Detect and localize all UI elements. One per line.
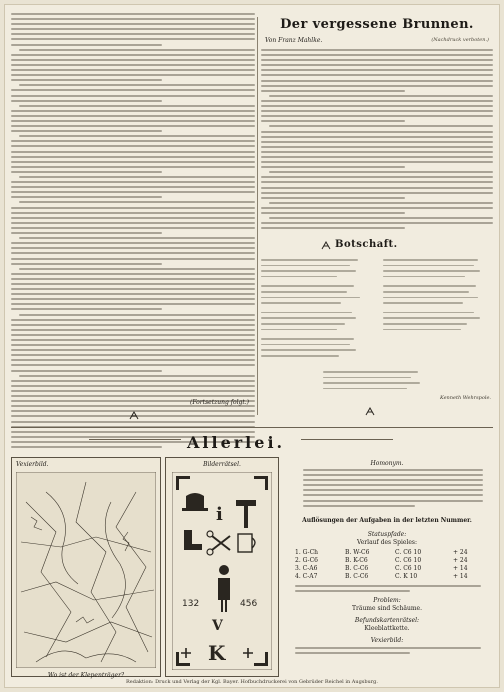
imprint-footer: Redaktion: Druck und Verlag der Kgl. Bayer. Hofbuchdruckerei von Gebrüder Reichel in Augsburg. xyxy=(126,679,378,685)
statue-subtitle: Verlauf des Spieles: xyxy=(356,539,418,546)
answer-row-2-c: C. C6 10 xyxy=(395,557,422,564)
story-continued-column xyxy=(11,13,255,423)
story-author: Von Franz Mahlke. xyxy=(265,37,323,44)
answer-row-2-a: 2. G-C6 xyxy=(295,557,318,564)
title-flourish-right xyxy=(301,439,393,440)
homonym-answers-panel xyxy=(283,457,491,675)
problem-label: Problem: xyxy=(373,597,401,604)
bilderraetsel-label: Bilderrätsel. xyxy=(203,461,241,468)
column-divider xyxy=(257,17,258,415)
answer-row-1-a: 1. G-Ch xyxy=(295,549,319,556)
allerlei-section xyxy=(11,427,493,683)
svg-text:456: 456 xyxy=(240,599,258,609)
bilderraetsel-panel xyxy=(165,457,279,677)
poem-left-stanzas xyxy=(261,259,369,361)
story-continued-text xyxy=(11,13,255,451)
poem-closing-stanza xyxy=(323,371,433,393)
answer-row-3-b: B. C-C6 xyxy=(345,565,369,572)
answer-row-3-d: + 14 xyxy=(453,565,468,572)
svg-text:i: i xyxy=(216,504,223,525)
answer-row-1-d: + 24 xyxy=(453,549,468,556)
vexierbild-label: Vexierbild. xyxy=(16,461,49,468)
vexierbild-caption: Wo ist der Klepenträger? xyxy=(47,672,125,679)
vexierbild-panel xyxy=(11,457,161,677)
answers-heading: Auflösungen der Aufgaben in der letzten Nummer. xyxy=(302,517,472,524)
svg-text:V: V xyxy=(212,618,223,634)
answer-row-1-b: B. W-C6 xyxy=(345,549,370,556)
section-rule xyxy=(11,427,493,428)
story-right-text xyxy=(261,49,493,232)
poem-author: Kenneth Wehrspole. xyxy=(439,395,491,401)
newspaper-page xyxy=(5,5,499,687)
section-ornament-icon xyxy=(321,241,331,250)
befund-label: Befundskartenrätsel: xyxy=(354,617,420,624)
answer-row-1-c: C. C6 10 xyxy=(395,549,422,556)
answer-row-4-a: 4. C-A7 xyxy=(295,573,318,580)
title-flourish-left xyxy=(89,439,181,440)
vexierbild-hidden-picture-icon xyxy=(16,472,156,668)
vexier-answer-label: Vexierbild: xyxy=(370,637,404,644)
story-title: Der vergessene Brunnen. xyxy=(280,17,474,32)
vexier-answer xyxy=(295,647,481,657)
allerlei-title: Allerlei. xyxy=(187,433,286,452)
svg-text:132: 132 xyxy=(182,599,200,609)
answer-row-2-b: B. K-C6 xyxy=(345,557,368,564)
answer-row-4-c: C. K 10 xyxy=(395,573,418,580)
svg-text:K: K xyxy=(208,641,226,665)
befund-answer: Kleeblattkette. xyxy=(364,625,410,632)
section-ornament-icon xyxy=(129,411,139,420)
answer-row-2-d: + 24 xyxy=(453,557,468,564)
rebus-picture-icon xyxy=(172,472,272,670)
continued-note: (Fortsetzung folgt.) xyxy=(190,399,249,406)
answer-row-3-a: 3. C-A6 xyxy=(295,565,318,572)
problem-answer: Träume sind Schäume. xyxy=(352,605,422,612)
answer-row-3-c: C. C6 10 xyxy=(395,565,422,572)
answers-explanation xyxy=(295,585,481,595)
story-right-column xyxy=(261,13,493,423)
reprint-notice: (Nachdruck verboten.) xyxy=(431,37,489,43)
answer-row-4-b: B. C-C6 xyxy=(345,573,369,580)
answer-row-4-d: + 14 xyxy=(453,573,468,580)
poem-title: Botschaft. xyxy=(335,239,398,250)
homonym-label: Homonym. xyxy=(370,460,404,467)
statue-label: Statuspfade: xyxy=(367,531,407,538)
poem-right-stanzas xyxy=(383,259,491,334)
section-ornament-icon xyxy=(365,407,375,416)
homonym-verse xyxy=(303,469,483,510)
